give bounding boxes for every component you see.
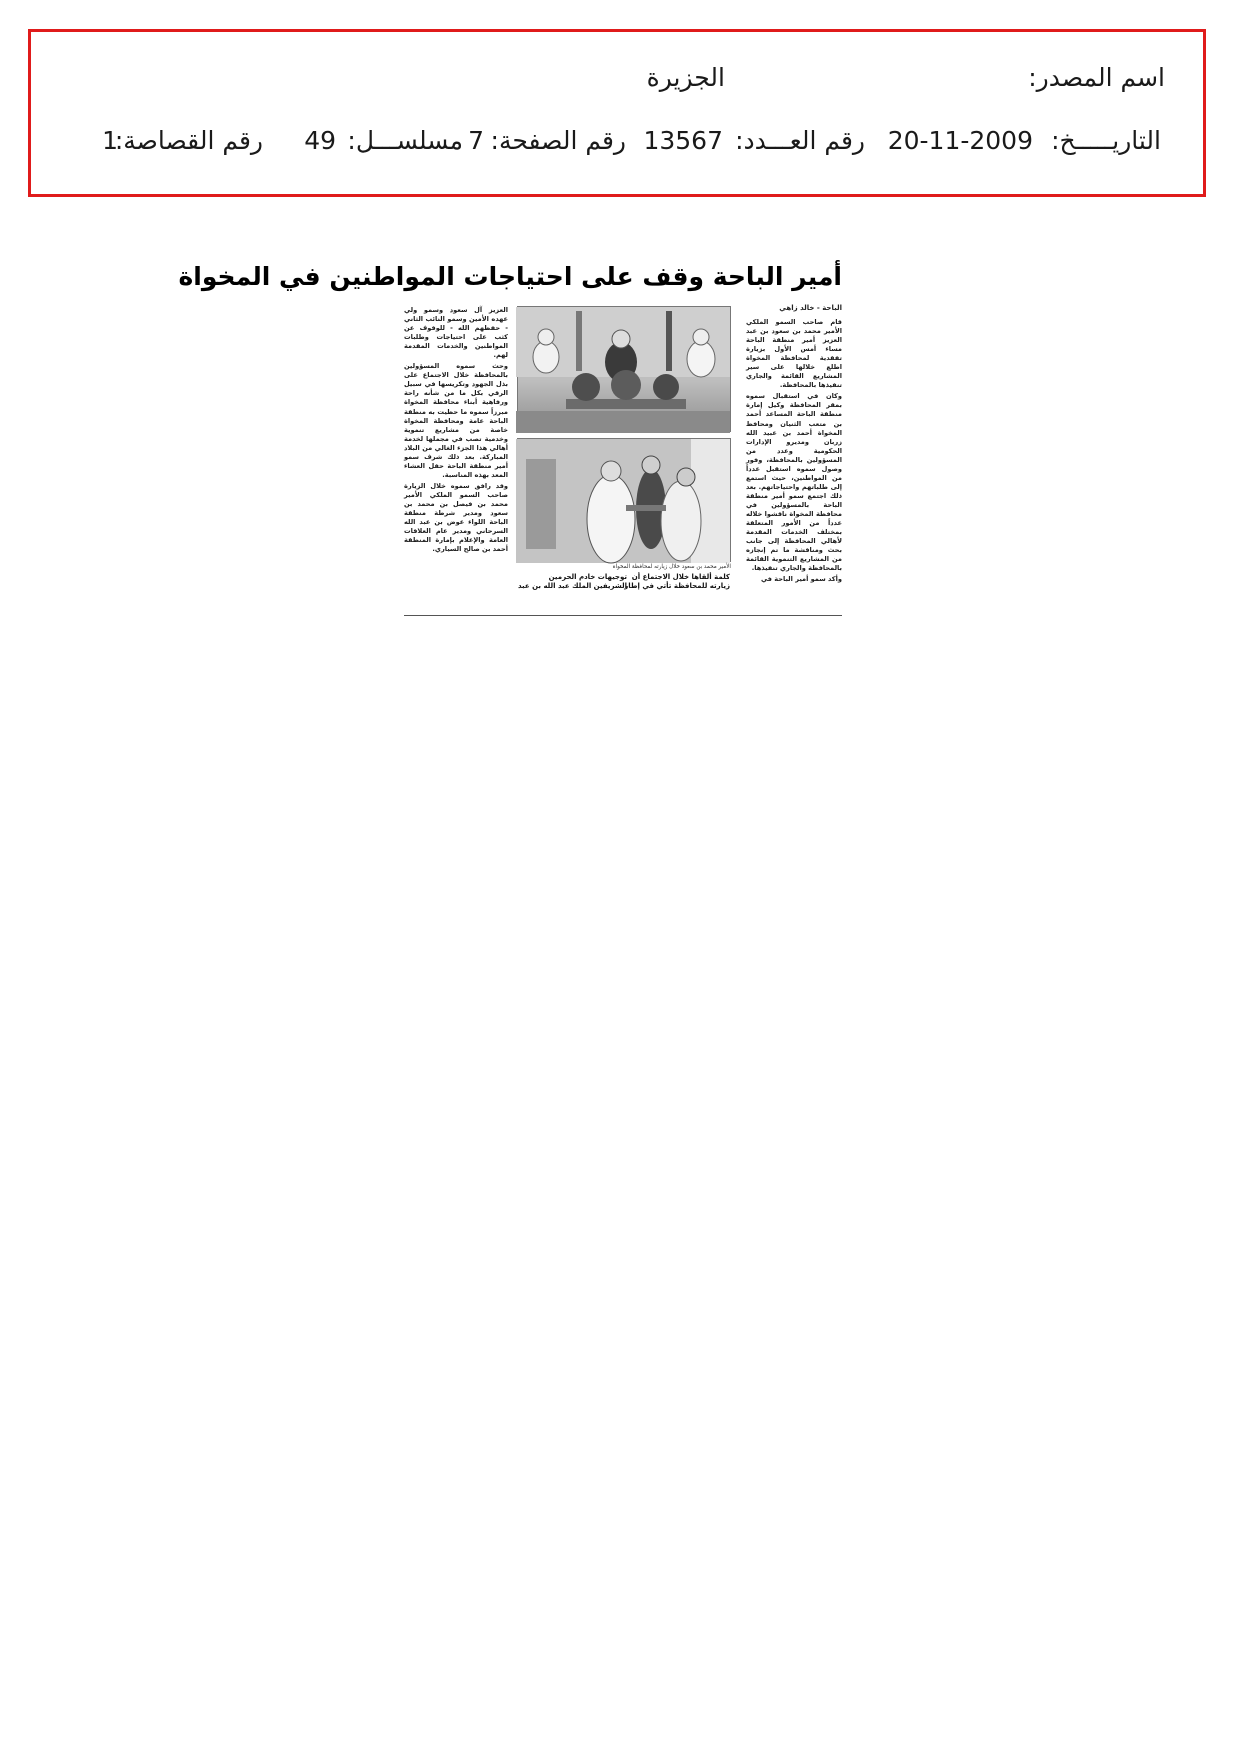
page-label: رقم الصفحة: [490, 126, 626, 155]
clip-label: رقم القصاصة: [114, 126, 263, 155]
article-photo-meeting [517, 306, 731, 432]
article-paragraph: وحث سموه المسؤولين بالمحافظة خلال الاجتماع على بذل الجهود وتكريسها في سبيل الرقي بكل ما من شأنه راحة ورفاهية أبناء محافظة المخواة مبرزاً سموه ما حظيت به منطقة الباحة عامة ومحافظة المخواة خاصة من مشاريع تنموية وخدمية تصب في مجملها لخدمة أهالي هذا الجزء الغالي من البلاد المباركة. بعد ذلك شرف سمو أمير منطقة الباحة حفل العشاء المعد بهذه المناسبة. [404, 362, 508, 479]
article-column-left [404, 306, 508, 610]
article-paragraph: وقد رافق سموه خلال الزيارة صاحب السمو الملكي الأمير محمد بن فيصل بن محمد بن سعود ومدير شرطة منطقة الباحة اللواء عوض بن عبد الله السرحاني ومدير عام العلاقات العامة والإعلام بإمارة المنطقة أحمد بن صالح السياري. [404, 481, 508, 554]
article-bottom-rule [404, 615, 842, 616]
meeting-photo-image [516, 307, 730, 433]
clipping-metadata-box [28, 29, 1206, 197]
handshake-photo-image [516, 439, 730, 563]
newspaper-clipping [178, 262, 842, 617]
photo-caption: الأمير محمد بن سعود خلال زيارته لمحافظة المخواة [612, 564, 731, 570]
clip-value: 1 [102, 126, 118, 155]
issue-value: 13567 [643, 126, 723, 155]
article-paragraph: قام صاحب السمو الملكي الأمير محمد بن سعود بن عبد العزيز أمير منطقة الباحة مساء أمس الأول بزيارة تفقدية لمحافظة المخواة اطلع خلالها على سير المشاريع القائمة والجاري تنفيذها بالمحافظة. [746, 318, 842, 390]
page-value: 7 [468, 126, 484, 155]
date-value: 20-11-2009 [887, 126, 1033, 155]
serial-value: 49 [304, 126, 336, 155]
article-paragraph: وأكد سمو أمير الباحة في [760, 575, 842, 584]
serial-label: مسلســـل: [347, 126, 463, 155]
article-continuation-2: توجيهات خادم الحرمين الشريفين الملك عبد الله بن عبد [517, 573, 627, 590]
issue-label: رقم العـــدد: [735, 126, 865, 155]
article-paragraph: وكان في استقبال سموه بمقر المحافظة وكيل إمارة منطقة الباحة المساعد أحمد بن متعب الثنيان ومحافظ المخواة أحمد بن عبيد الله زربان ومديرو الإدارات الحكومية وعدد من المسؤولين بالمحافظة، وفور وصول سموه استقبل عدداً من المواطنين، حيث استمع إلى طلباتهم واحتياجاتهم. بعد ذلك اجتمع سمو أمير منطقة الباحة بالمسؤولين في محافظة المخواة ناقشوا خلاله عدداً من الأمور المتعلقة بمختلف الخدمات المقدمة لأهالي المحافظة إلى جانب بحث ومناقشة ما تم إنجازه من المشاريع التنموية القائمة بالمحافظة والجاري تنفيذها. [746, 392, 842, 573]
article-headline: أمير الباحة وقف على احتياجات المواطنين في المخواة [178, 262, 842, 291]
article-photo-handshake [517, 438, 731, 562]
source-value: الجزيرة [646, 63, 725, 92]
article-column-right [746, 318, 842, 584]
article-byline: الباحة - خالد زاهي [779, 304, 842, 312]
article-paragraph: العزيز آل سعود وسمو ولي عهده الأمين وسمو النائب الثاني - حفظهم الله - للوقوف عن كثب على احتياجات وطلبات المواطنين والخدمات المقدمة لهم. [404, 306, 508, 360]
article-continuation-1: كلمة ألقاها خلال الاجتماع أن زيارته للمحافظة تأتي في إطار [624, 573, 730, 590]
date-label: التاريـــــخ: [1051, 126, 1161, 155]
source-label: اسم المصدر: [1028, 63, 1165, 92]
